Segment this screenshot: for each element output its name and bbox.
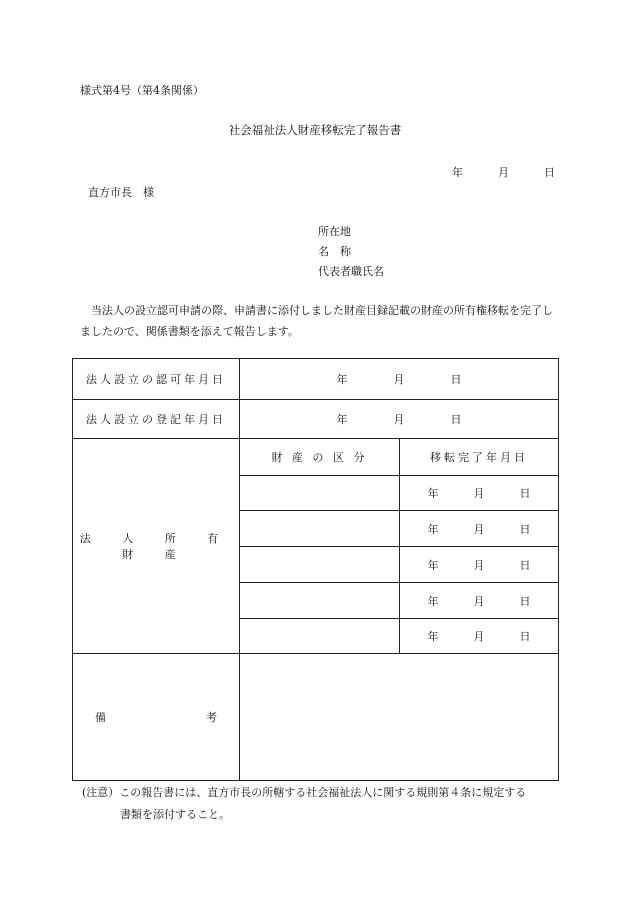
transfer-month: 月 — [473, 487, 485, 500]
form-number: 様式第4号（第4条関係） — [80, 84, 204, 97]
report-date[interactable] — [452, 164, 555, 180]
property-category-cell[interactable] — [240, 476, 400, 511]
date-month-label: 月 — [498, 166, 509, 179]
transfer-day: 日 — [519, 558, 531, 572]
representative-label: 代表者職氏名 — [318, 265, 384, 278]
property-category-cell[interactable] — [240, 619, 400, 654]
date-day-label: 日 — [544, 166, 555, 179]
note — [82, 782, 526, 826]
address-label: 所在地 — [318, 225, 351, 238]
property-label: 法 人 所 有 財 産 — [73, 439, 240, 654]
approval-year: 年 — [336, 373, 348, 386]
note-line-2: 書類を添付すること。 — [120, 808, 230, 821]
property-category-cell[interactable] — [240, 583, 400, 619]
transfer-day: 日 — [519, 487, 531, 500]
remarks-label-cell — [73, 654, 240, 781]
applicant-block — [318, 222, 384, 282]
property-category-header: 財 産 の 区 分 — [240, 439, 400, 476]
approval-day: 日 — [450, 373, 462, 386]
note-line-1: (注意）この報告書には、直方市長の所轄する社会福祉法人に関する規則第４条に規定する — [82, 786, 527, 799]
transfer-date-cell[interactable] — [400, 619, 559, 654]
transfer-year: 年 — [427, 487, 439, 500]
transfer-year: 年 — [427, 558, 439, 572]
remarks-label-right: 考 — [206, 711, 217, 724]
transfer-day: 日 — [519, 594, 531, 608]
transfer-day: 日 — [519, 630, 531, 643]
approval-date-label: 法人設立の認可年月日 — [73, 359, 240, 400]
transfer-month: 月 — [473, 522, 485, 536]
name-label: 名 称 — [318, 245, 351, 258]
property-category-cell[interactable] — [240, 511, 400, 547]
transfer-month: 月 — [473, 594, 485, 608]
transfer-date-cell[interactable] — [400, 583, 559, 619]
registration-date-field[interactable] — [240, 400, 559, 439]
transfer-month: 月 — [473, 630, 485, 643]
transfer-date-header: 移転完了年月日 — [400, 439, 559, 476]
registration-month: 月 — [393, 413, 405, 426]
property-category-cell[interactable] — [240, 547, 400, 583]
transfer-date-cell[interactable] — [400, 511, 559, 547]
registration-date-label: 法人設立の登記年月日 — [73, 400, 240, 439]
transfer-month: 月 — [473, 558, 485, 572]
registration-day: 日 — [450, 413, 462, 426]
approval-month: 月 — [393, 373, 405, 386]
registration-year: 年 — [336, 413, 348, 426]
remarks-field[interactable] — [240, 654, 559, 781]
report-table — [72, 358, 559, 781]
addressee: 直方市長 様 — [88, 186, 154, 199]
transfer-year: 年 — [427, 630, 439, 643]
document-title: 社会福祉法人財産移転完了報告書 — [228, 123, 402, 137]
transfer-date-cell[interactable] — [400, 547, 559, 583]
transfer-date-cell[interactable] — [400, 476, 559, 511]
body-text: 当法人の設立認可申請の際、申請書に添付しました財産目録記載の財産の所有権移転を完了しましたので、関係書類を添えて報告します。 — [80, 304, 553, 338]
date-year-label: 年 — [452, 166, 463, 179]
approval-date-field[interactable] — [240, 359, 559, 400]
transfer-year: 年 — [427, 522, 439, 536]
transfer-day: 日 — [519, 522, 531, 536]
remarks-label-left: 備 — [95, 711, 106, 724]
transfer-year: 年 — [427, 594, 439, 608]
